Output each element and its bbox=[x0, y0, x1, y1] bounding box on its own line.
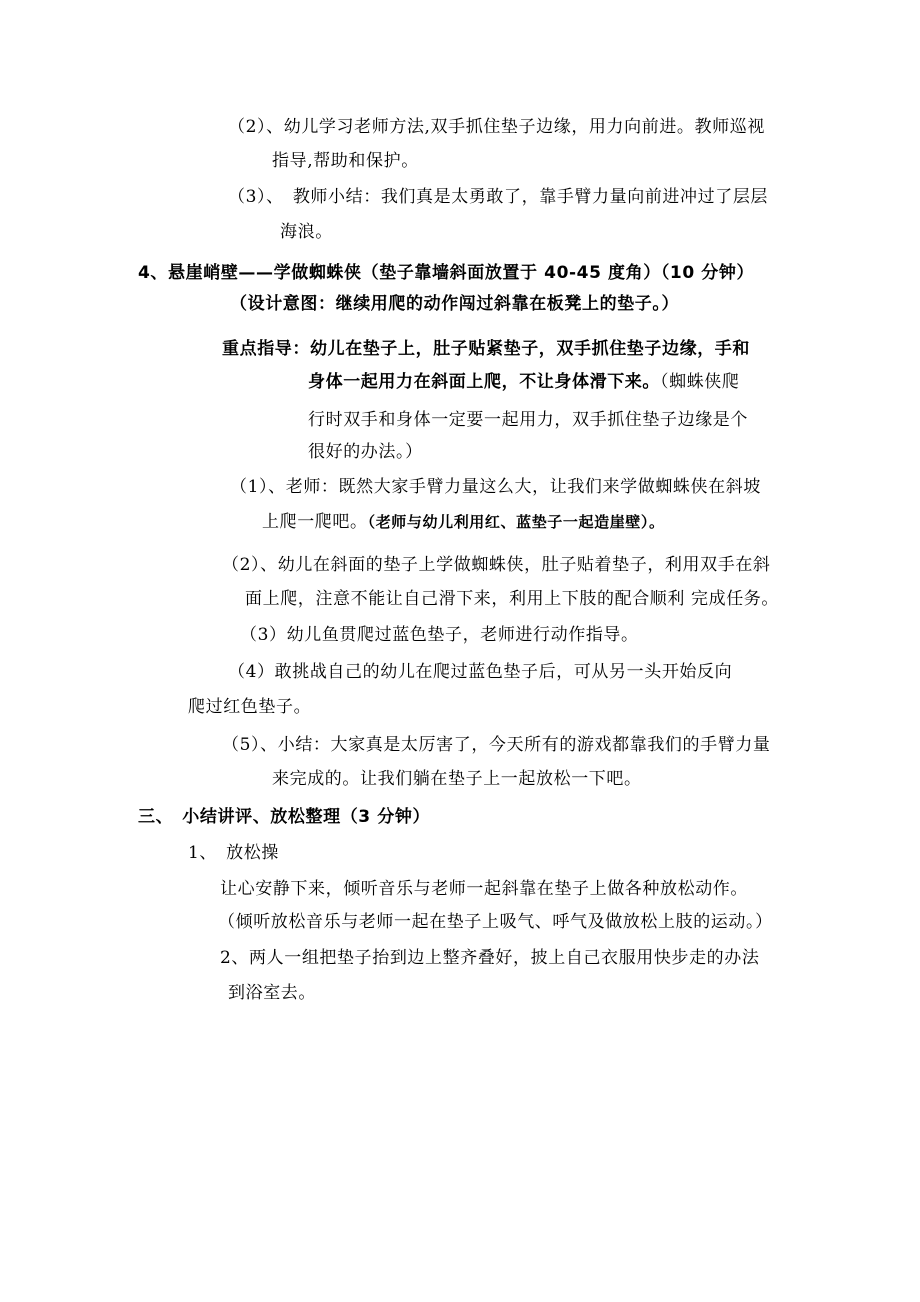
design-intent: （设计意图：继续用爬的动作闯过斜靠在板凳上的垫子。） bbox=[230, 294, 680, 314]
paragraph-line: （2）、幼儿在斜面的垫子上学做蜘蛛侠，肚子贴着垫子，利用双手在斜 bbox=[222, 555, 771, 575]
section-heading: 4、悬崖峭壁——学做蜘蛛侠（垫子靠墙斜面放置于 40-45 度角）（10 分钟） bbox=[138, 263, 755, 283]
section-heading: 三、 小结讲评、放松整理（3 分钟） bbox=[138, 807, 431, 827]
paragraph-line: 爬过红色垫子。 bbox=[188, 697, 312, 717]
paragraph-text: （蜘蛛侠爬 bbox=[660, 372, 740, 392]
paragraph-line: 1、 放松操 bbox=[188, 843, 279, 863]
paragraph-line: 指导,帮助和保护。 bbox=[272, 151, 419, 171]
paragraph-line: 2、两人一组把垫子抬到边上整齐叠好，披上自己衣服用快步走的办法 bbox=[220, 948, 760, 968]
paragraph-line: 让心安静下来，倾听音乐与老师一起斜靠在垫子上做各种放松动作。 bbox=[220, 879, 748, 899]
paragraph-line: 行时双手和身体一定要一起用力，双手抓住垫子边缘是个 bbox=[308, 410, 748, 430]
key-guidance-continued: 身体一起用力在斜面上爬，不让身体滑下来。 bbox=[308, 372, 660, 392]
paragraph-line: （4）敢挑战自己的幼儿在爬过蓝色垫子后，可从另一头开始反向 bbox=[228, 662, 733, 682]
paragraph-line: （5）、小结：大家真是太厉害了，今天所有的游戏都靠我们的手臂力量 bbox=[222, 735, 771, 755]
paragraph-line: （2）、幼儿学习老师方法,双手抓住垫子边缘，用力向前进。教师巡视 bbox=[228, 117, 765, 137]
bold-note: （老师与幼儿利用红、蓝垫子一起造崖壁）。 bbox=[367, 513, 665, 531]
paragraph-line: 到浴室去。 bbox=[228, 983, 316, 1003]
paragraph-line: 很好的办法。） bbox=[308, 442, 423, 462]
paragraph-line: 海浪。 bbox=[280, 222, 333, 242]
paragraph-line: （倾听放松音乐与老师一起在垫子上吸气、呼气及做放松上肢的运动。） bbox=[218, 912, 773, 932]
paragraph-line: （3）、 教师小结：我们真是太勇敢了，靠手臂力量向前进冲过了层层 bbox=[228, 187, 769, 207]
paragraph-line: （3）幼儿鱼贯爬过蓝色垫子，老师进行动作指导。 bbox=[240, 625, 639, 645]
paragraph-line bbox=[308, 371, 740, 393]
paragraph-line: （1）、老师：既然大家手臂力量这么大，让我们来学做蜘蛛侠在斜坡 bbox=[230, 477, 761, 497]
paragraph-line bbox=[262, 511, 665, 533]
paragraph-line: 来完成的。让我们躺在垫子上一起放松一下吧。 bbox=[272, 769, 642, 789]
paragraph-line: 面上爬，注意不能让自己滑下来，利用上下肢的配合顺利 完成任务。 bbox=[245, 589, 780, 609]
key-guidance: 重点指导：幼儿在垫子上，肚子贴紧垫子，双手抓住垫子边缘，手和 bbox=[222, 339, 750, 359]
paragraph-text: 上爬一爬吧。 bbox=[262, 512, 368, 532]
